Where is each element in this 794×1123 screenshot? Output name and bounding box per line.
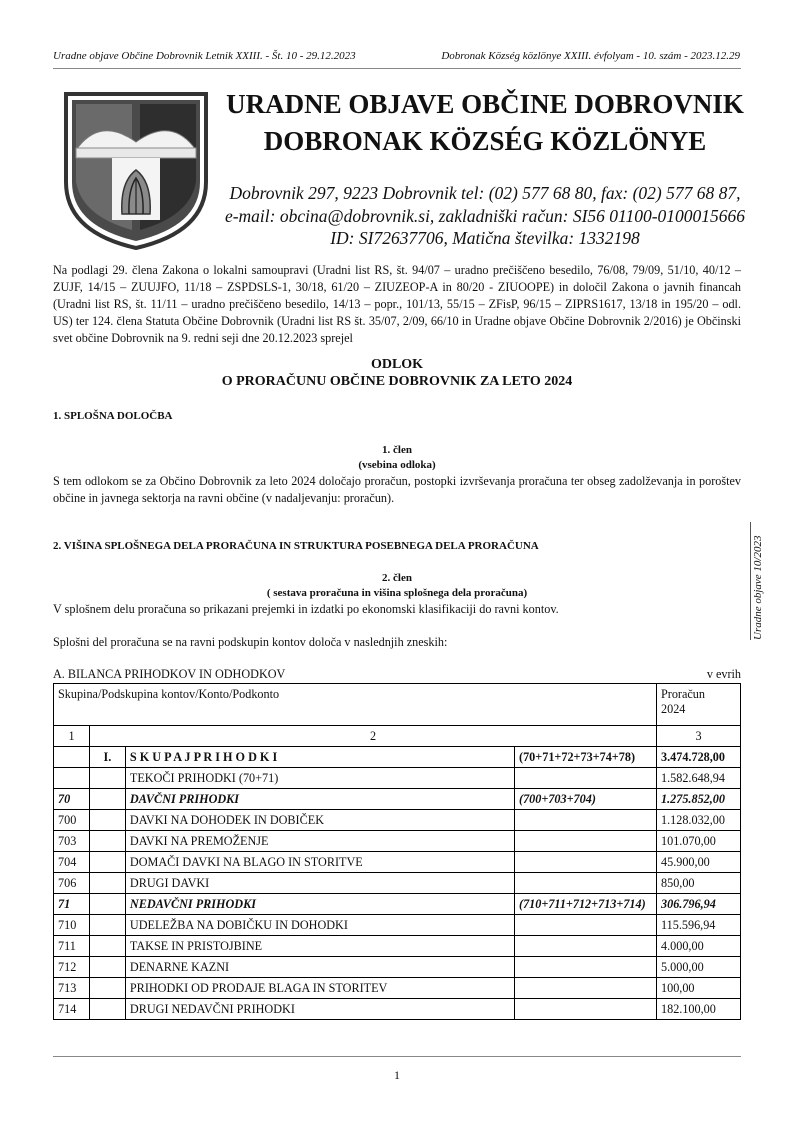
header-amount-cell [657, 684, 741, 726]
address-line: Dobrovnik 297, 9223 Dobrovnik tel: (02) 577 68 80, fax: (02) 577 68 87, [229, 183, 741, 203]
amount-cell: 1.582.648,94 [657, 768, 741, 789]
code-cell: 703 [54, 831, 90, 852]
table-header-row [54, 684, 741, 726]
name-cell: DRUGI DAVKI [125, 873, 514, 894]
formula-cell [515, 978, 657, 999]
header-amount-year: 2024 [661, 702, 686, 716]
roman-cell [89, 852, 125, 873]
balance-table-title: A. BILANCA PRIHODKOV IN ODHODKOV [53, 667, 286, 681]
balance-table-unit: v evrih [706, 667, 741, 681]
side-issue-text: Uradne objave 10/2023 [752, 535, 764, 640]
article-2-text: V splošnem delu proračuna so prikazani prejemki in izdatki po ekonomski klasifikaciji do ravni kontov. [53, 602, 559, 616]
code-cell: 700 [54, 810, 90, 831]
masthead-title-slovene: URADNE OBJAVE OBČINE DOBROVNIK [226, 89, 744, 119]
name-cell: DRUGI NEDAVČNI PRIHODKI [125, 999, 514, 1020]
formula-cell [515, 957, 657, 978]
table-row [54, 978, 741, 999]
amount-cell: 100,00 [657, 978, 741, 999]
odlok-subtitle: O PRORAČUNU OBČINE DOBROVNIK ZA LETO 2024 [221, 374, 573, 389]
header-rule [53, 68, 741, 69]
code-cell: 714 [54, 999, 90, 1020]
col-number-3: 3 [657, 726, 741, 747]
formula-cell [515, 810, 657, 831]
roman-cell [89, 873, 125, 894]
roman-cell [89, 999, 125, 1020]
intro-paragraph: Na podlagi 29. člena Zakona o lokalni samoupravi (Uradni list RS, št. 94/07 – uradno prečiščeno besedilo, 76/08, 79/09, 51/10, 40/12 – ZUJF, 14/15 – ZUUJFO, 11/18 – ZSPDSLS-1, 30/18, 61/20 – ZIUZEOP-A in 80/20 - ZIUOOPE) in določil Zakona o javnih financah (Uradni list RS, št. 11/11 – uradno prečiščeno besedilo, 14/13 – popr., 101/13, 55/15 – ZFisP, 96/15 – ZIPRS1617, 13/18 in 195/20 – odl. US) ter 124. člena Statuta Občine Dobrovnik (Uradni list RS št. 35/07, 2/09, 66/10 in Uradne objave Občine Dobrovnik 2/2016) je Občinski svet občine Dobrovnik na 9. redni seji dne 20.12.2023 sprejel [53, 263, 741, 345]
article-2-title: 2. člen [382, 572, 412, 584]
article-2-text-2: Splošni del proračuna se na ravni podskupin kontov določa v naslednjih zneskih: [53, 635, 448, 649]
name-cell: S K U P A J P R I H O D K I [125, 747, 514, 768]
article-1-text: S tem odlokom se za Občino Dobrovnik za leto 2024 določajo proračun, postopki izvrševanja proračuna ter obseg zadolževanja in poroštev občine in javnega sektorja na ravni občine (v nadaljevanju: proračun). [53, 474, 741, 505]
header-amount-label: Proračun [661, 687, 705, 701]
formula-cell [515, 873, 657, 894]
amount-cell: 1.128.032,00 [657, 810, 741, 831]
amount-cell: 45.900,00 [657, 852, 741, 873]
running-header-left: Uradne objave Občine Dobrovnik Letnik XXIII. - Št. 10 - 29.12.2023 [53, 50, 356, 62]
contact-line: e-mail: obcina@dobrovnik.si, zakladniški račun: SI56 01100-0100015666 [224, 205, 746, 226]
running-header-right: Dobronak Község közlönye XXIII. évfolyam - 10. szám - 2023.12.29 [441, 50, 740, 62]
code-cell: 706 [54, 873, 90, 894]
table-row [54, 747, 741, 768]
roman-cell [89, 915, 125, 936]
article-1-subtitle: (vsebina odloka) [358, 459, 436, 471]
formula-cell [515, 936, 657, 957]
table-row [54, 810, 741, 831]
amount-cell: 306.796,94 [657, 894, 741, 915]
name-cell: DAVKI NA DOHODEK IN DOBIČEK [125, 810, 514, 831]
section-1-heading: 1. SPLOŠNA DOLOČBA [53, 410, 173, 422]
col-number-2: 2 [89, 726, 656, 747]
table-row [54, 894, 741, 915]
table-row [54, 831, 741, 852]
table-row [54, 915, 741, 936]
table-row [54, 768, 741, 789]
odlok-title: ODLOK [370, 357, 424, 372]
amount-cell: 1.275.852,00 [657, 789, 741, 810]
col-number-1: 1 [54, 726, 90, 747]
code-cell: 710 [54, 915, 90, 936]
roman-cell [89, 831, 125, 852]
name-cell: DAVČNI PRIHODKI [125, 789, 514, 810]
roman-cell [89, 936, 125, 957]
amount-cell: 5.000,00 [657, 957, 741, 978]
amount-cell: 850,00 [657, 873, 741, 894]
municipality-coat-of-arms-icon [62, 90, 210, 252]
name-cell: DAVKI NA PREMOŽENJE [125, 831, 514, 852]
name-cell: PRIHODKI OD PRODAJE BLAGA IN STORITEV [125, 978, 514, 999]
table-row [54, 852, 741, 873]
amount-cell: 3.474.728,00 [657, 747, 741, 768]
name-cell: DOMAČI DAVKI NA BLAGO IN STORITVE [125, 852, 514, 873]
formula-cell: (700+703+704) [515, 789, 657, 810]
amount-cell: 115.596,94 [657, 915, 741, 936]
table-row [54, 789, 741, 810]
code-cell [54, 747, 90, 768]
formula-cell [515, 852, 657, 873]
column-number-row [54, 726, 741, 747]
masthead-title-hungarian: DOBRONAK KÖZSÉG KÖZLÖNYE [263, 126, 707, 156]
code-cell: 711 [54, 936, 90, 957]
table-row [54, 999, 741, 1020]
article-1-title: 1. člen [382, 444, 412, 456]
roman-cell [89, 768, 125, 789]
code-cell [54, 768, 90, 789]
roman-cell [89, 894, 125, 915]
roman-cell [89, 978, 125, 999]
section-2-heading: 2. VIŠINA SPLOŠNEGA DELA PRORAČUNA IN STRUKTURA POSEBNEGA DELA PRORAČUNA [53, 540, 539, 552]
roman-cell [89, 957, 125, 978]
code-cell: 70 [54, 789, 90, 810]
header-description-cell: Skupina/Podskupina kontov/Konto/Podkonto [54, 684, 657, 726]
id-line: ID: SI72637706, Matična številka: 1332198 [330, 228, 640, 248]
page-number: 1 [394, 1068, 400, 1082]
balance-table-body [54, 684, 741, 1020]
roman-cell: I. [89, 747, 125, 768]
amount-cell: 182.100,00 [657, 999, 741, 1020]
masthead-address [215, 182, 755, 250]
article-2-subtitle: ( sestava proračuna in višina splošnega dela proračuna) [266, 587, 528, 599]
formula-cell [515, 831, 657, 852]
code-cell: 712 [54, 957, 90, 978]
amount-cell: 101.070,00 [657, 831, 741, 852]
table-row [54, 873, 741, 894]
formula-cell: (710+711+712+713+714) [515, 894, 657, 915]
code-cell: 713 [54, 978, 90, 999]
table-row [54, 936, 741, 957]
roman-cell [89, 810, 125, 831]
name-cell: UDELEŽBA NA DOBIČKU IN DOHODKI [125, 915, 514, 936]
formula-cell [515, 999, 657, 1020]
side-issue-label [750, 522, 767, 640]
name-cell: NEDAVČNI PRIHODKI [125, 894, 514, 915]
name-cell: DENARNE KAZNI [125, 957, 514, 978]
code-cell: 71 [54, 894, 90, 915]
table-row [54, 957, 741, 978]
balance-table [53, 683, 741, 1020]
roman-cell [89, 789, 125, 810]
formula-cell [515, 915, 657, 936]
formula-cell [515, 768, 657, 789]
formula-cell: (70+71+72+73+74+78) [515, 747, 657, 768]
name-cell: TAKSE IN PRISTOJBINE [125, 936, 514, 957]
amount-cell: 4.000,00 [657, 936, 741, 957]
footer-rule [53, 1056, 741, 1057]
code-cell: 704 [54, 852, 90, 873]
name-cell: TEKOČI PRIHODKI (70+71) [125, 768, 514, 789]
